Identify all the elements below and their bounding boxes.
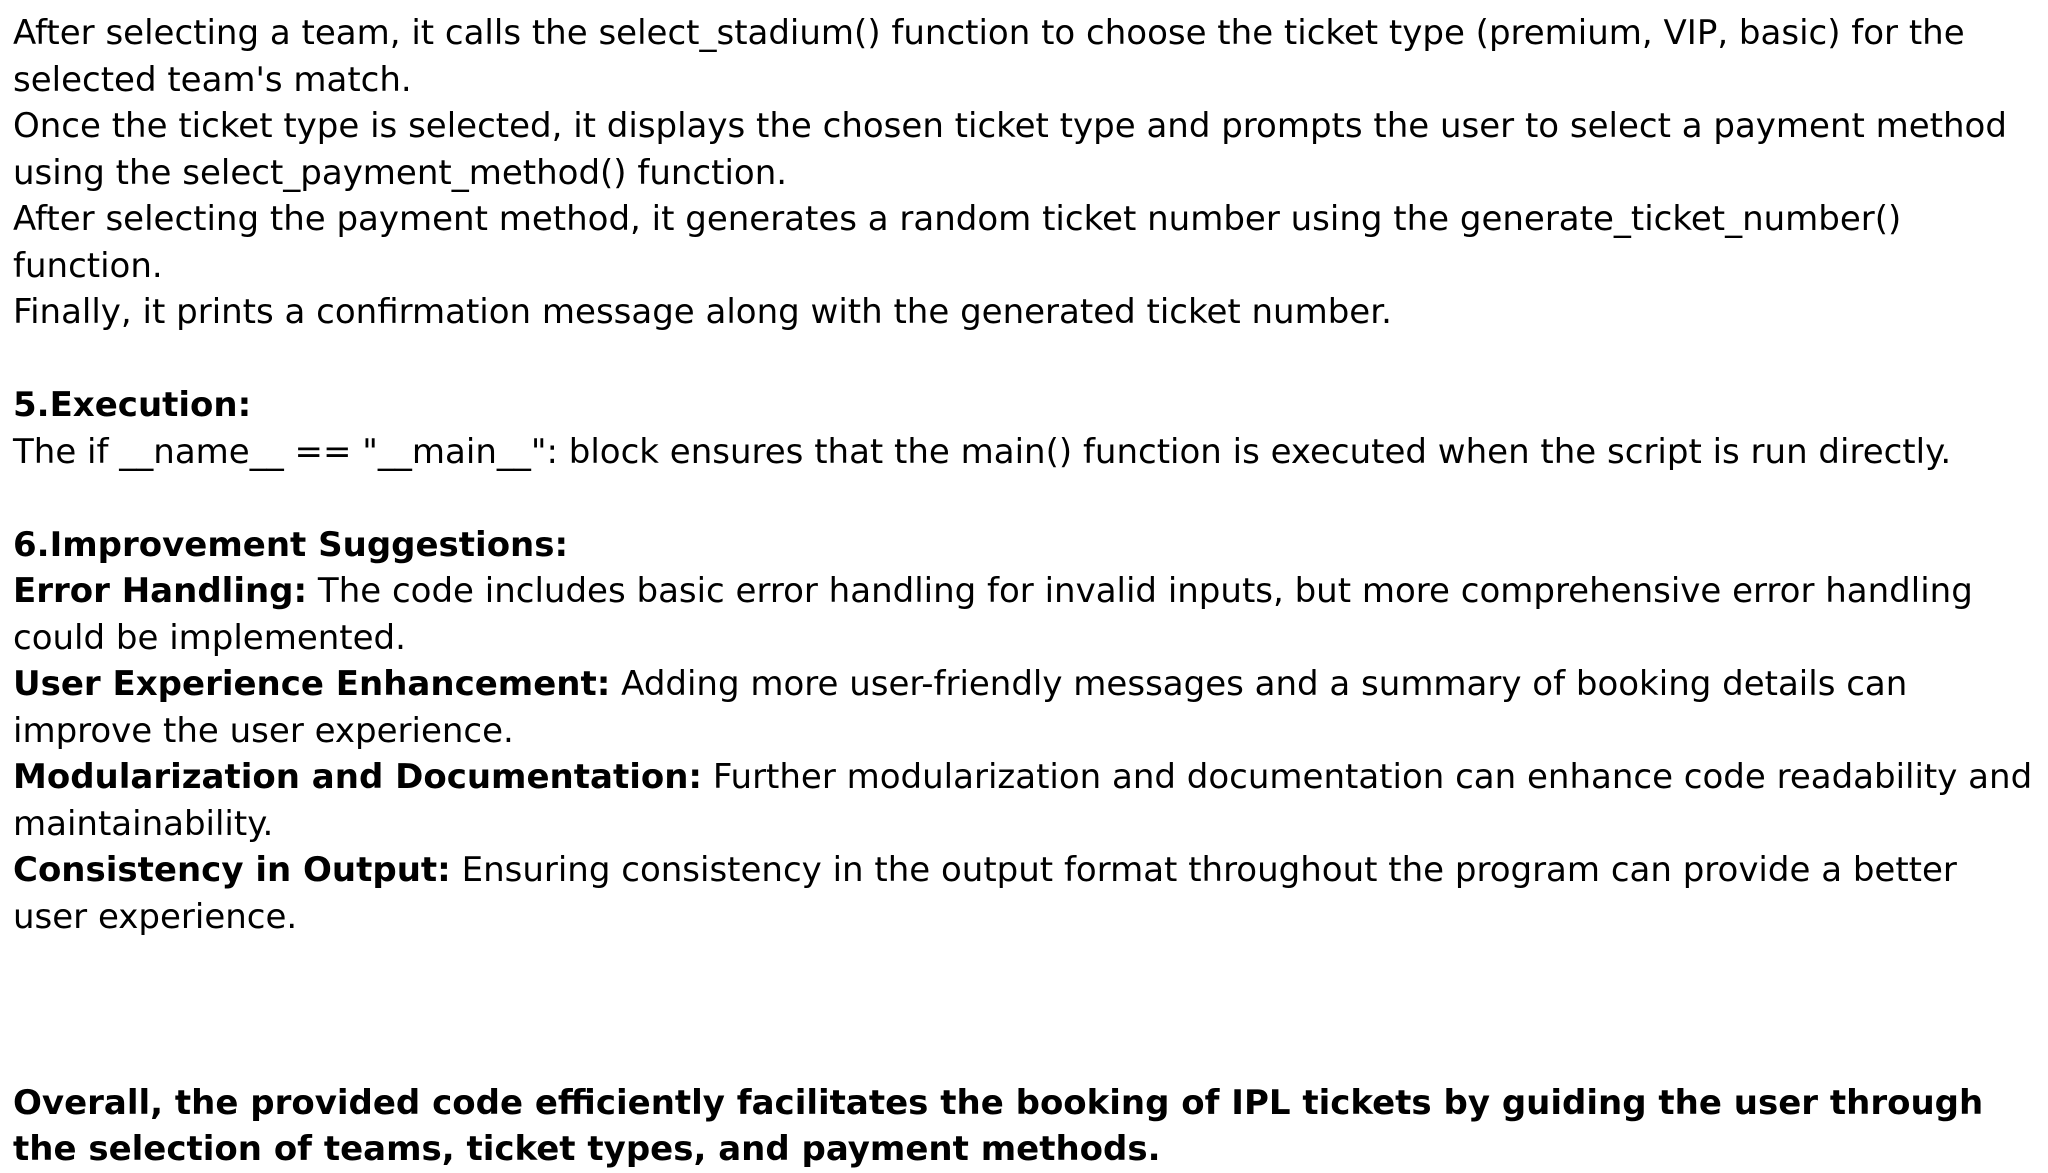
flow-paragraph-ticket-number: After selecting the payment method, it generates a random ticket number using the generate_ticket_number() function. xyxy=(13,199,1902,286)
improvement-term: Error Handling: xyxy=(13,571,308,611)
improvements-section xyxy=(13,522,2033,941)
improvement-item-user-experience xyxy=(13,661,2033,754)
improvement-text: Adding more user-friendly messages and a summary of booking details can improve the user experience. xyxy=(13,664,1908,751)
improvements-heading: 6.Improvement Suggestions: xyxy=(13,524,569,565)
improvement-item-error-handling xyxy=(13,568,2033,661)
conclusion-section xyxy=(13,1080,2033,1173)
improvement-text: Ensuring consistency in the output format throughout the program can provide a better user experience. xyxy=(13,850,1957,937)
flow-paragraph-confirmation: Finally, it prints a confirmation message along with the generated ticket number. xyxy=(13,292,1392,332)
spacer xyxy=(13,336,2033,383)
improvement-text: Further modularization and documentation can enhance code readability and maintainability. xyxy=(13,757,2033,844)
flow-paragraph-payment-method: Once the ticket type is selected, it displays the chosen ticket type and prompts the user to select a payment method using the select_payment_method() function. xyxy=(13,106,2007,193)
execution-heading: 5.Execution: xyxy=(13,385,252,425)
execution-section xyxy=(13,382,2033,475)
document-body xyxy=(13,10,2033,1173)
improvement-item-consistency xyxy=(13,847,2033,940)
improvement-term: Modularization and Documentation: xyxy=(13,757,703,797)
conclusion-text: Overall, the provided code efficiently facilitates the booking of IPL tickets by guiding the user through the selection of teams, ticket types, and payment methods. xyxy=(13,1082,1984,1169)
flow-paragraph-select-stadium: After selecting a team, it calls the select_stadium() function to choose the ticket type (premium, VIP, basic) for the selected team's match. xyxy=(13,13,1965,100)
improvement-text: The code includes basic error handling for invalid inputs, but more comprehensive error handling could be implemented. xyxy=(13,571,1973,658)
improvement-term: User Experience Enhancement: xyxy=(13,664,611,704)
spacer xyxy=(13,940,2033,1080)
flow-section xyxy=(13,10,2033,336)
improvement-term: Consistency in Output: xyxy=(13,850,451,890)
spacer xyxy=(13,475,2033,522)
improvement-item-modularization xyxy=(13,754,2033,847)
execution-text: The if __name__ == "__main__": block ensures that the main() function is executed when the script is run directly. xyxy=(13,431,1952,472)
